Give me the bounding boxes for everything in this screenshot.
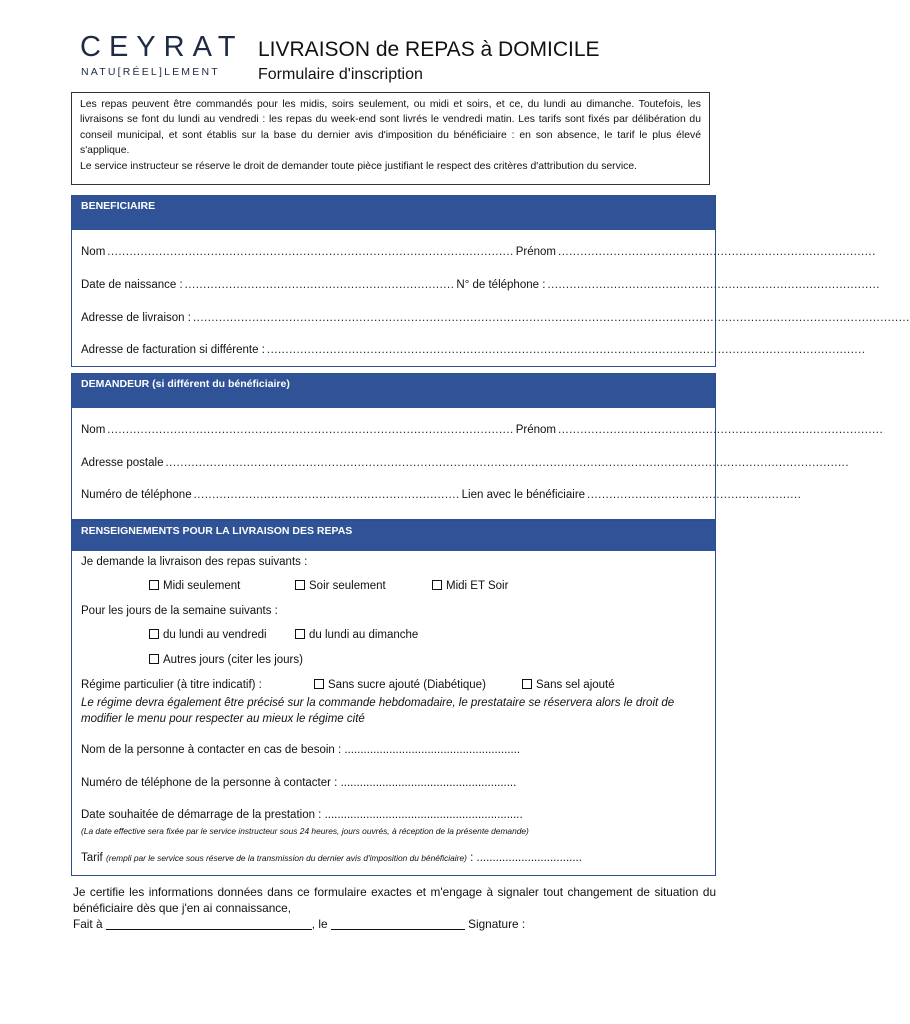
checkbox-icon[interactable] xyxy=(295,629,305,639)
logo-tagline: NATU[RÉEL]LEMENT xyxy=(81,66,220,78)
date-note: (La date effective sera fixée par le service instructeur sous 24 heures, jours ouvrés, à réception de la présente demande) xyxy=(81,826,529,836)
section-heading: BENEFICIAIRE xyxy=(72,196,715,230)
prenom-field[interactable]: ........................................................................................ xyxy=(558,424,884,436)
beneficiaire-billing-row xyxy=(81,344,866,356)
section-heading: DEMANDEUR (si différent du bénéficiaire) xyxy=(72,374,715,408)
option-midi-et-soir[interactable]: Midi ET Soir xyxy=(432,580,508,592)
fait-a-field[interactable] xyxy=(106,917,312,930)
checkbox-icon[interactable] xyxy=(149,629,159,639)
option-midi[interactable]: Midi seulement xyxy=(149,580,240,592)
contact-tel-row xyxy=(81,777,516,789)
le-label: , le xyxy=(311,917,328,931)
regime-note: Le régime devra également être précisé sur la commande hebdomadaire, le prestataire se réservera alors le droit de modifier le menu pour respecter au mieux le régime cité xyxy=(81,697,675,725)
telephone-label: N° de téléphone : xyxy=(456,279,546,291)
adresse-facturation-field[interactable]: .................................................................................................................................................................. xyxy=(266,344,866,356)
contact-tel-label: Numéro de téléphone de la personne à contacter : xyxy=(81,777,338,789)
nom-field[interactable]: .............................................................................................................. xyxy=(107,424,514,436)
ceyrat-logo xyxy=(80,32,242,82)
date-naissance-field[interactable]: ......................................................................... xyxy=(184,279,455,291)
logo-wordmark: CEYRAT xyxy=(80,31,244,63)
tarif-label: Tarif xyxy=(81,852,103,864)
intro-paragraph-1: Les repas peuvent être commandés pour les midis, soirs seulement, ou midi et soirs, et ce, du lundi au dimanche. Toutefois, les livraisons se font du lundi au vendredi : les repas du week-end sont livrés le vendredi matin. Les tarifs sont fixés par délibération du conseil municipal, et sont établis sur la base du dernier avis d'imposition du bénéficiaire : en son absence, le tarif le plus élevé s'applique. xyxy=(80,99,701,157)
tarif-row xyxy=(81,852,582,864)
option-autres-jours[interactable]: Autres jours (citer les jours) xyxy=(149,654,303,666)
demandeur-address-row xyxy=(81,457,850,469)
option-lundi-vendredi[interactable]: du lundi au vendredi xyxy=(149,629,267,641)
contact-nom-field[interactable]: ....................................................... xyxy=(344,744,521,756)
adresse-postale-field[interactable]: ......................................................................................................................................................................................... xyxy=(165,457,850,469)
intro-box xyxy=(71,92,710,185)
beneficiaire-name-row xyxy=(81,246,876,258)
date-demarrage-field[interactable]: .............................................................. xyxy=(324,809,523,821)
contact-tel-field[interactable]: ....................................................... xyxy=(340,777,517,789)
option-sans-sel[interactable]: Sans sel ajouté xyxy=(522,679,615,691)
tarif-colon: : xyxy=(470,852,474,864)
date-naissance-label: Date de naissance : xyxy=(81,279,183,291)
telephone-field[interactable]: .......................................................................................... xyxy=(547,279,880,291)
option-soir[interactable]: Soir seulement xyxy=(295,580,386,592)
fait-a-label: Fait à xyxy=(73,917,103,931)
intro-paragraph-2: Le service instructeur se réserve le droit de demander toute pièce justifiant le respect des critères d'attribution du service. xyxy=(80,160,638,172)
section-heading: RENSEIGNEMENTS POUR LA LIVRAISON DES REPAS xyxy=(72,521,715,551)
checkbox-icon[interactable] xyxy=(522,679,532,689)
section-beneficiaire xyxy=(71,195,910,367)
jours-label: Pour les jours de la semaine suivants : xyxy=(81,605,278,617)
tarif-field[interactable]: ................................. xyxy=(476,852,582,864)
beneficiaire-address-row xyxy=(81,312,910,324)
beneficiaire-birth-row xyxy=(81,279,880,291)
page-title: LIVRAISON de REPAS à DOMICILE xyxy=(258,38,600,61)
date-field[interactable] xyxy=(331,917,465,930)
lien-label: Lien avec le bénéficiaire xyxy=(461,489,586,501)
adresse-postale-label: Adresse postale xyxy=(81,457,164,469)
option-sans-sucre[interactable]: Sans sucre ajouté (Diabétique) xyxy=(314,679,486,691)
nom-field[interactable]: .............................................................................................................. xyxy=(107,246,514,258)
checkbox-icon[interactable] xyxy=(295,580,305,590)
prenom-field[interactable]: ...................................................................................... xyxy=(558,246,876,258)
section-demandeur xyxy=(71,373,884,520)
page-subtitle: Formulaire d'inscription xyxy=(258,66,423,83)
signature-row xyxy=(73,917,525,931)
signature-label: Signature : xyxy=(468,917,526,931)
tarif-note: (rempli par le service sous réserve de la transmission du dernier avis d'imposition du bénéficiaire) xyxy=(105,853,467,863)
contact-nom-label: Nom de la personne à contacter en cas de besoin : xyxy=(81,744,342,756)
checkbox-icon[interactable] xyxy=(149,580,159,590)
certification-text xyxy=(73,884,716,916)
demande-label: Je demande la livraison des repas suivants : xyxy=(81,556,308,568)
option-lundi-dimanche[interactable]: du lundi au dimanche xyxy=(295,629,418,641)
telephone-field[interactable]: ........................................................................ xyxy=(193,489,460,501)
demandeur-phone-row xyxy=(81,489,802,501)
lien-field[interactable]: .......................................................... xyxy=(587,489,802,501)
checkbox-icon[interactable] xyxy=(432,580,442,590)
checkbox-icon[interactable] xyxy=(149,654,159,664)
demandeur-name-row xyxy=(81,424,884,436)
nom-label: Nom xyxy=(81,424,106,436)
certification-paragraph: Je certifie les informations données dans ce formulaire exactes et m'engage à signaler tout changement de situation du bénéficiaire dès que j'en ai connaissance, xyxy=(73,885,716,915)
prenom-label: Prénom xyxy=(515,246,557,258)
adresse-facturation-label: Adresse de facturation si différente : xyxy=(81,344,265,356)
adresse-livraison-field[interactable]: .................................................................................................................................................................................................. xyxy=(192,312,910,324)
adresse-livraison-label: Adresse de livraison : xyxy=(81,312,191,324)
date-demarrage-label: Date souhaitée de démarrage de la prestation : xyxy=(81,809,322,821)
telephone-label: Numéro de téléphone xyxy=(81,489,192,501)
nom-label: Nom xyxy=(81,246,106,258)
section-livraison xyxy=(71,520,716,876)
contact-nom-row xyxy=(81,744,520,756)
date-demarrage-row xyxy=(81,809,523,821)
checkbox-icon[interactable] xyxy=(314,679,324,689)
regime-label: Régime particulier (à titre indicatif) : xyxy=(81,679,262,691)
prenom-label: Prénom xyxy=(515,424,557,436)
